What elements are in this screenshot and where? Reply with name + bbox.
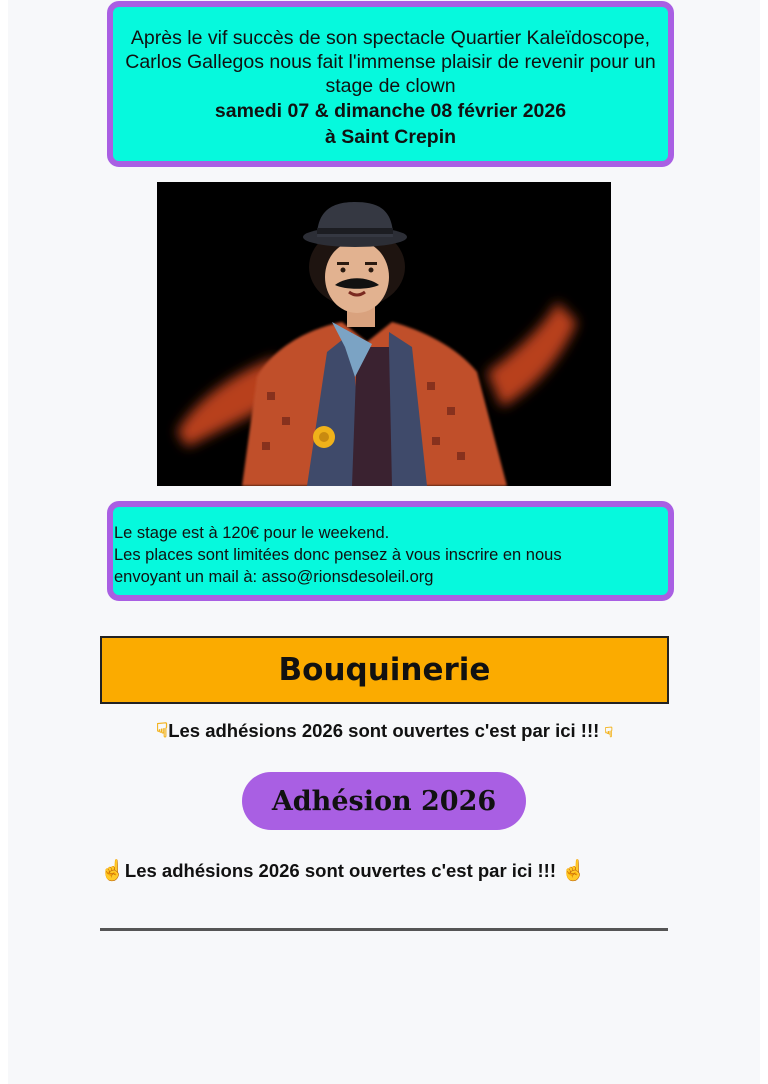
info-box <box>107 501 674 601</box>
pointing-up-hand-icon: ☝ <box>100 860 125 882</box>
membership-text-bottom-label: Les adhésions 2026 sont ouvertes c'est par ici !!! <box>124 860 556 881</box>
pointing-down-hand-icon: ☟ <box>156 720 169 742</box>
info-limited: Les places sont limitées donc pensez à vous inscrire en nous <box>114 546 562 564</box>
announcement-intro: Après le vif succès de son spectacle Quartier Kaleïdoscope, Carlos Gallegos nous fait l'immense plaisir de revenir pour un stage de clown <box>125 27 656 97</box>
pointing-down-hand-icon: ☟ <box>604 724 613 740</box>
announcement-box <box>107 1 674 167</box>
info-contact: envoyant un mail à: asso@rionsdesoleil.org <box>114 568 434 586</box>
adhesion-button-label: Adhésion 2026 <box>271 785 497 817</box>
pointing-up-hand-icon: ☝ <box>561 860 587 882</box>
page <box>8 0 760 1084</box>
announcement-dates: samedi 07 & dimanche 08 février 2026 <box>214 100 567 122</box>
divider <box>100 928 668 931</box>
membership-text-top <box>100 718 669 743</box>
bouquinerie-banner[interactable] <box>100 636 669 704</box>
bouquinerie-label: Bouquinerie <box>278 652 491 688</box>
clown-photo <box>157 182 611 486</box>
info-price: Le stage est à 120€ pour le weekend. <box>114 524 390 542</box>
membership-text-top-label: Les adhésions 2026 sont ouvertes c'est par ici !!! <box>168 720 600 741</box>
adhesion-button[interactable] <box>242 772 526 830</box>
announcement-place: à Saint Crepin <box>324 126 457 148</box>
membership-text-bottom <box>100 858 669 883</box>
